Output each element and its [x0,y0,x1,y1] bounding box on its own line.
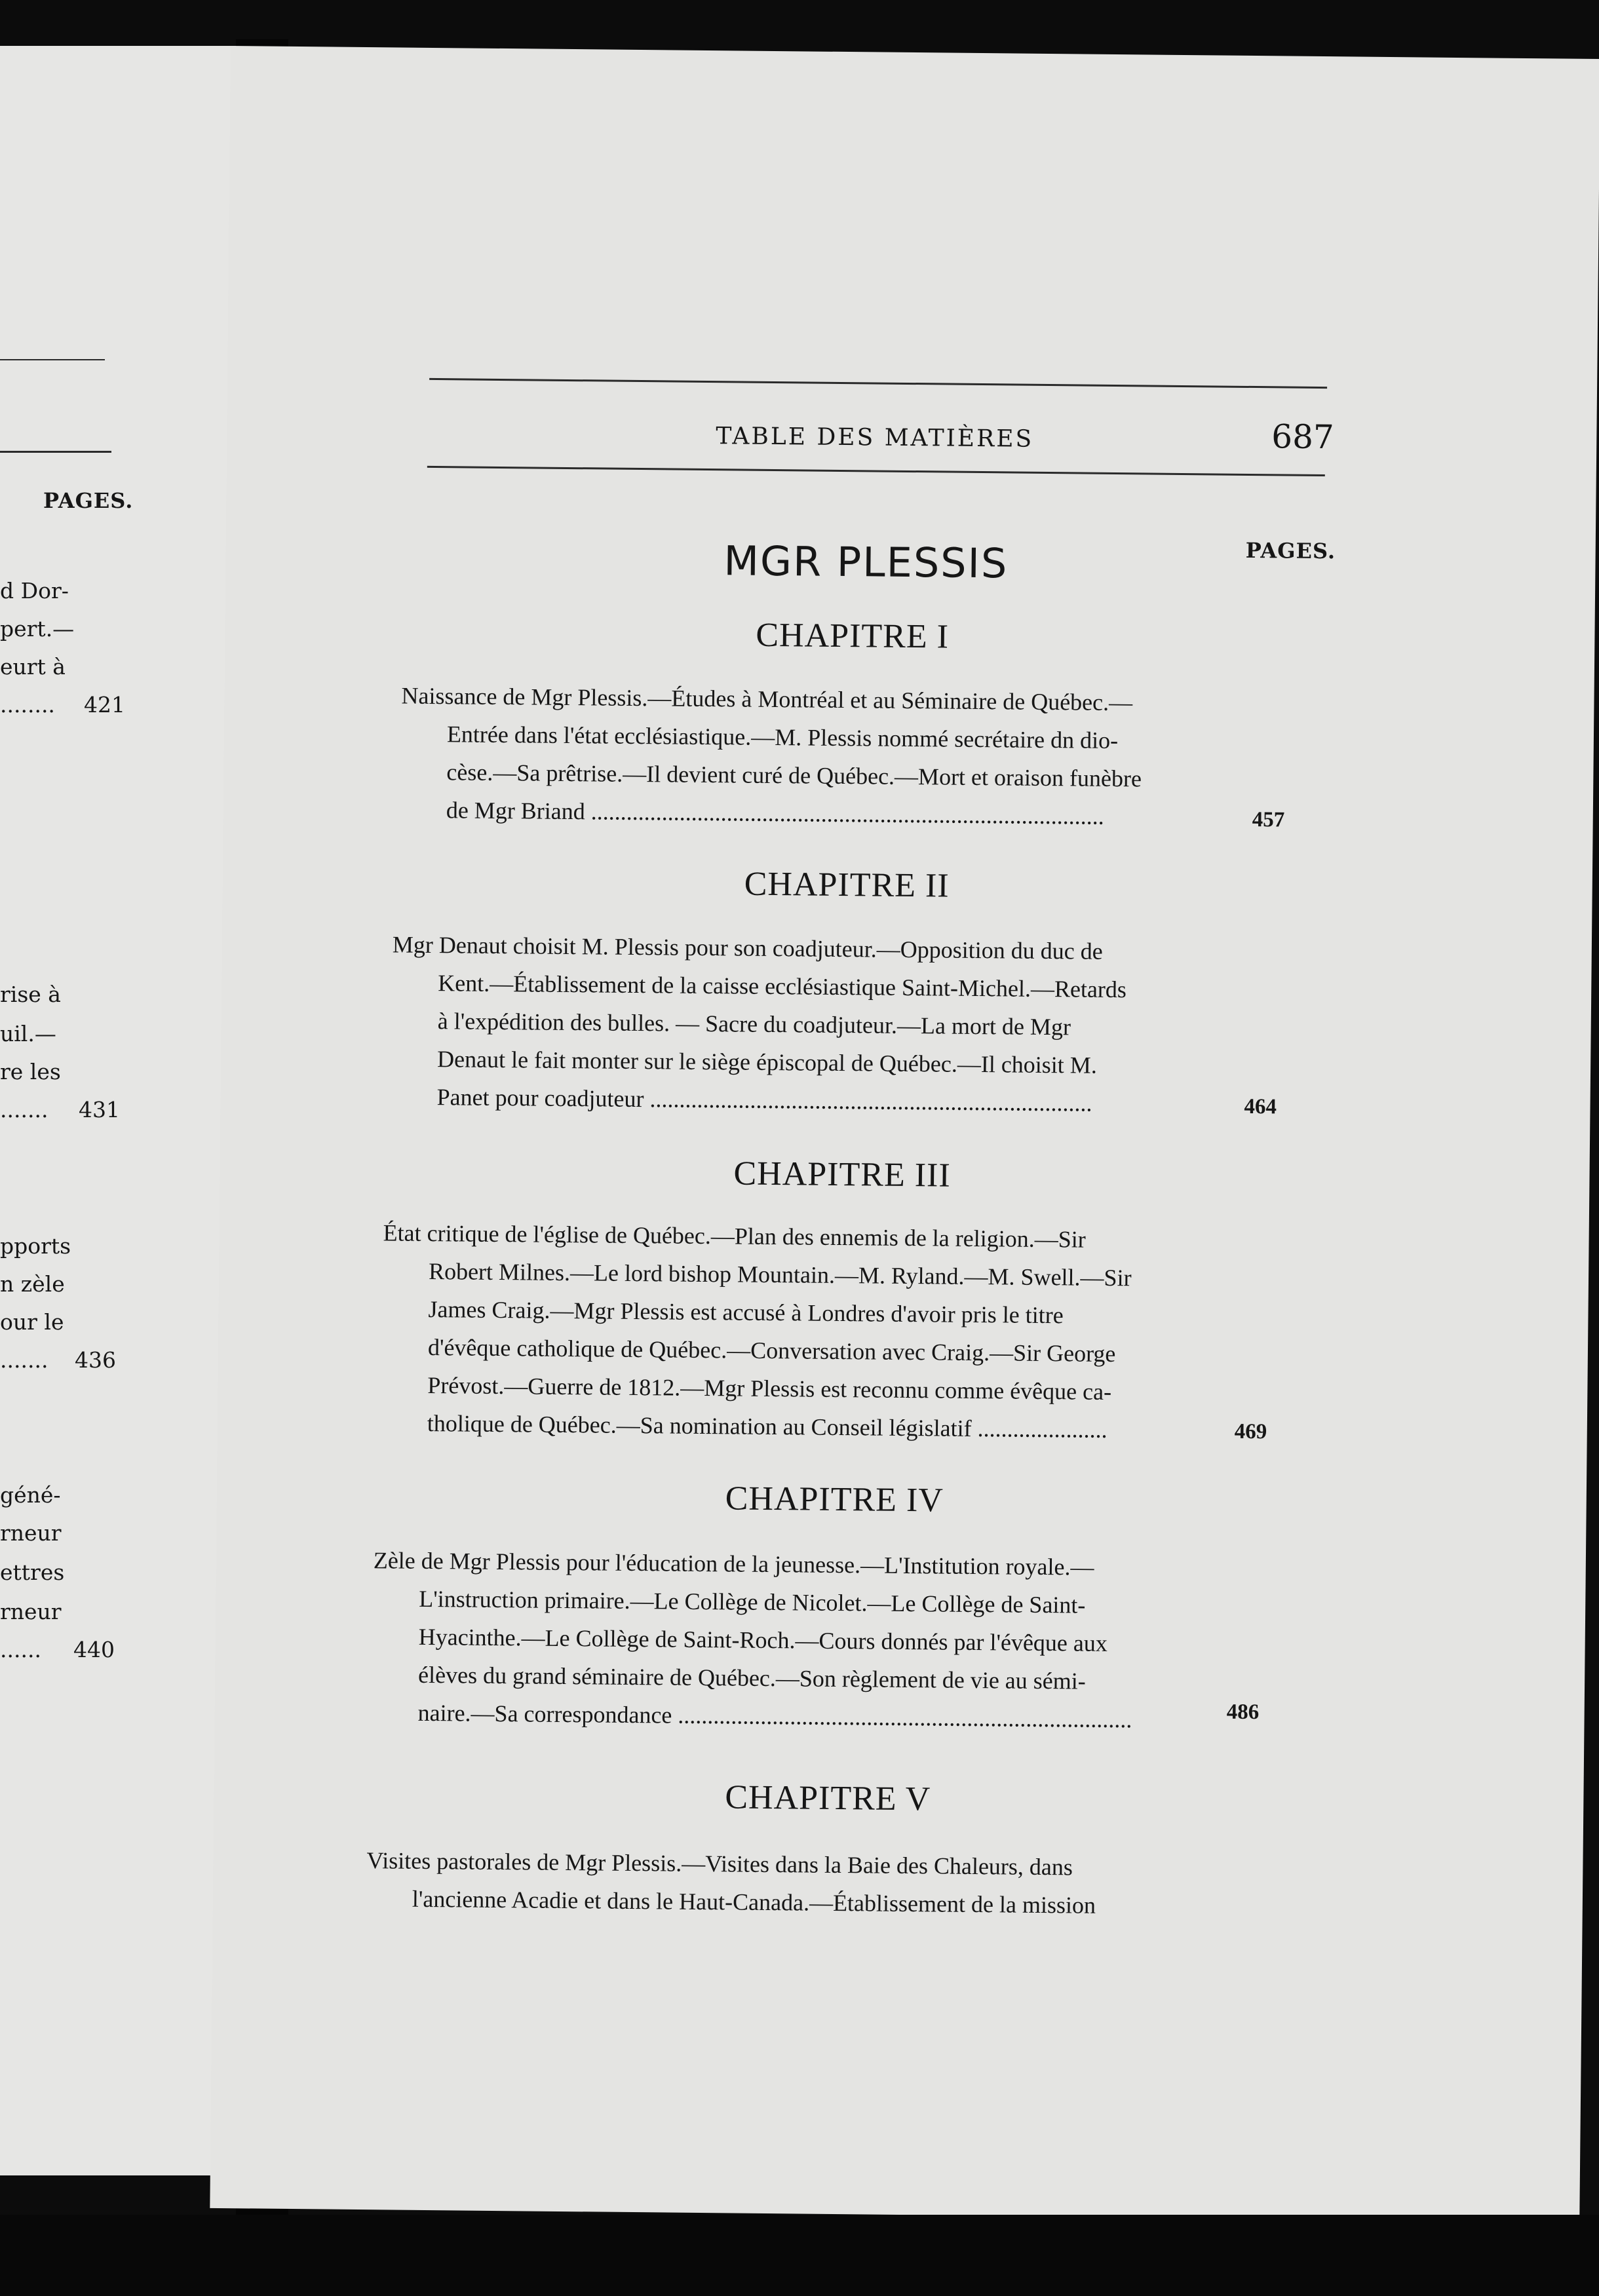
chapter-title: CHAPITRE I [756,616,950,656]
summary-line: élèves du grand séminaire de Québec.—Son règlement de vie au sémi- [417,1661,1086,1694]
chapter-page-ref: 469 [1234,1419,1267,1444]
summary-line: L'instruction primaire.—Le Collège de Nicolet.—Le Collège de Saint- [419,1585,1086,1618]
summary-line: Entrée dans l'état ecclésiastique.—M. Plessis nommé secrétaire dn dio- [446,721,1119,754]
left-fragment: ....... [0,1097,48,1122]
running-head: TABLE DES MATIÈRES [716,423,1034,453]
summary-line-last [381,1404,1246,1450]
chapter-summary [366,1841,1232,1926]
summary-line: Robert Milnes.—Le lord bishop Mountain.—M. Ryland.—M. Swell.—Sir [428,1257,1132,1292]
scan-bottom-edge [0,2215,1599,2296]
left-fragment: uil.— [0,1021,56,1046]
chapter-page-ref: 464 [1244,1094,1277,1119]
left-fragment: ....... [0,1347,48,1373]
left-fragment: n zèle [0,1271,65,1297]
left-page-number: 436 [75,1347,116,1373]
left-page-number: 421 [84,692,125,718]
chapter-title: CHAPITRE III [733,1155,951,1195]
chapter-summary [372,1541,1239,1740]
summary-line-text: naire.—Sa correspondance [417,1699,672,1729]
left-fragment: d Dor- [0,578,69,603]
left-rule-top [0,359,105,360]
left-rule-bottom [0,451,111,453]
leader-dots: ............................................................................. [672,1702,1132,1733]
left-fragment: pert.— [0,616,75,641]
leader-dots: ....................................................................................... [585,798,1104,830]
summary-line: Mgr Denaut choisit M. Plessis pour son coadjuteur.—Opposition du duc de [392,931,1103,965]
chapter-summary [391,925,1258,1124]
left-fragment: our le [0,1309,64,1335]
summary-line-text: de Mgr Briand [446,797,585,825]
left-fragment: géné- [0,1482,61,1508]
left-page-number: 431 [79,1097,120,1122]
summary-line: James Craig.—Mgr Plessis est accusé à Londres d'avoir pris le titre [428,1295,1064,1329]
chapter-title: CHAPITRE IV [725,1480,944,1520]
summary-line: à l'expédition des bulles. — Sacre du coadjuteur.—La mort de Mgr [437,1008,1071,1041]
summary-line: cèse.—Sa prêtrise.—Il devient curé de Québec.—Mort et oraison funèbre [446,759,1142,792]
left-fragment: ........ [0,692,55,718]
left-fragment: pports [0,1233,71,1259]
summary-line: État critique de l'église de Québec.—Plan des ennemis de la religion.—Sir [383,1219,1086,1253]
left-page-number: 440 [73,1637,115,1662]
summary-line: Prévost.—Guerre de 1812.—Mgr Plessis est reconnu comme évêque ca- [427,1371,1112,1405]
summary-line: Hyacinthe.—Le Collège de Saint-Roch.—Cours donnés par l'évêque aux [418,1623,1108,1656]
summary-line-last [391,1077,1256,1124]
chapter-summary [381,1214,1248,1450]
table-of-contents-page [210,46,1599,2221]
page-number: 687 [1271,417,1335,457]
summary-line: Naissance de Mgr Plessis.—Études à Montréal et au Séminaire de Québec.— [401,682,1133,716]
chapter-summary [400,677,1267,837]
chapter-title: CHAPITRE V [725,1778,931,1818]
header-rule-top [429,378,1327,389]
summary-line: Kent.—Établissement de la caisse ecclésiastique Saint-Michel.—Retards [438,970,1127,1003]
chapter-page-ref: 457 [1252,808,1285,832]
left-fragment: eurt à [0,654,66,679]
summary-line-text: Panet pour coadjuteur [436,1084,644,1113]
header-rule-bottom [427,466,1325,476]
summary-line: d'évêque catholique de Québec.—Conversation avec Craig.—Sir George [427,1333,1116,1368]
left-fragment: rise à [0,982,61,1007]
left-fragment: ...... [0,1637,41,1662]
section-title: MGR PLESSIS [723,537,1009,588]
chapter-title: CHAPITRE II [744,865,950,905]
summary-line-last [372,1693,1237,1740]
leader-dots: ...................... [971,1415,1108,1443]
pages-column-label: PAGES. [1245,537,1336,564]
left-fragment: rneur [0,1520,62,1546]
summary-line: l'ancienne Acadie et dans le Haut-Canada.—Établissement de la mission [412,1885,1096,1919]
summary-line: Visites pastorales de Mgr Plessis.—Visites dans la Baie des Chaleurs, dans [366,1847,1073,1881]
left-pages-label: PAGES. [43,488,134,513]
summary-line-text: tholique de Québec.—Sa nomination au Conseil législatif [427,1409,972,1442]
left-fragment: rneur [0,1599,62,1624]
summary-line: Zèle de Mgr Plessis pour l'éducation de la jeunesse.—L'Institution royale.— [373,1547,1094,1580]
left-fragment: ettres [0,1559,65,1585]
summary-line: Denaut le fait monter sur le siège épiscopal de Québec.—Il choisit M. [436,1046,1098,1079]
chapter-page-ref: 486 [1226,1700,1260,1725]
left-fragment: re les [0,1059,61,1084]
leader-dots: ........................................................................... [644,1086,1092,1117]
